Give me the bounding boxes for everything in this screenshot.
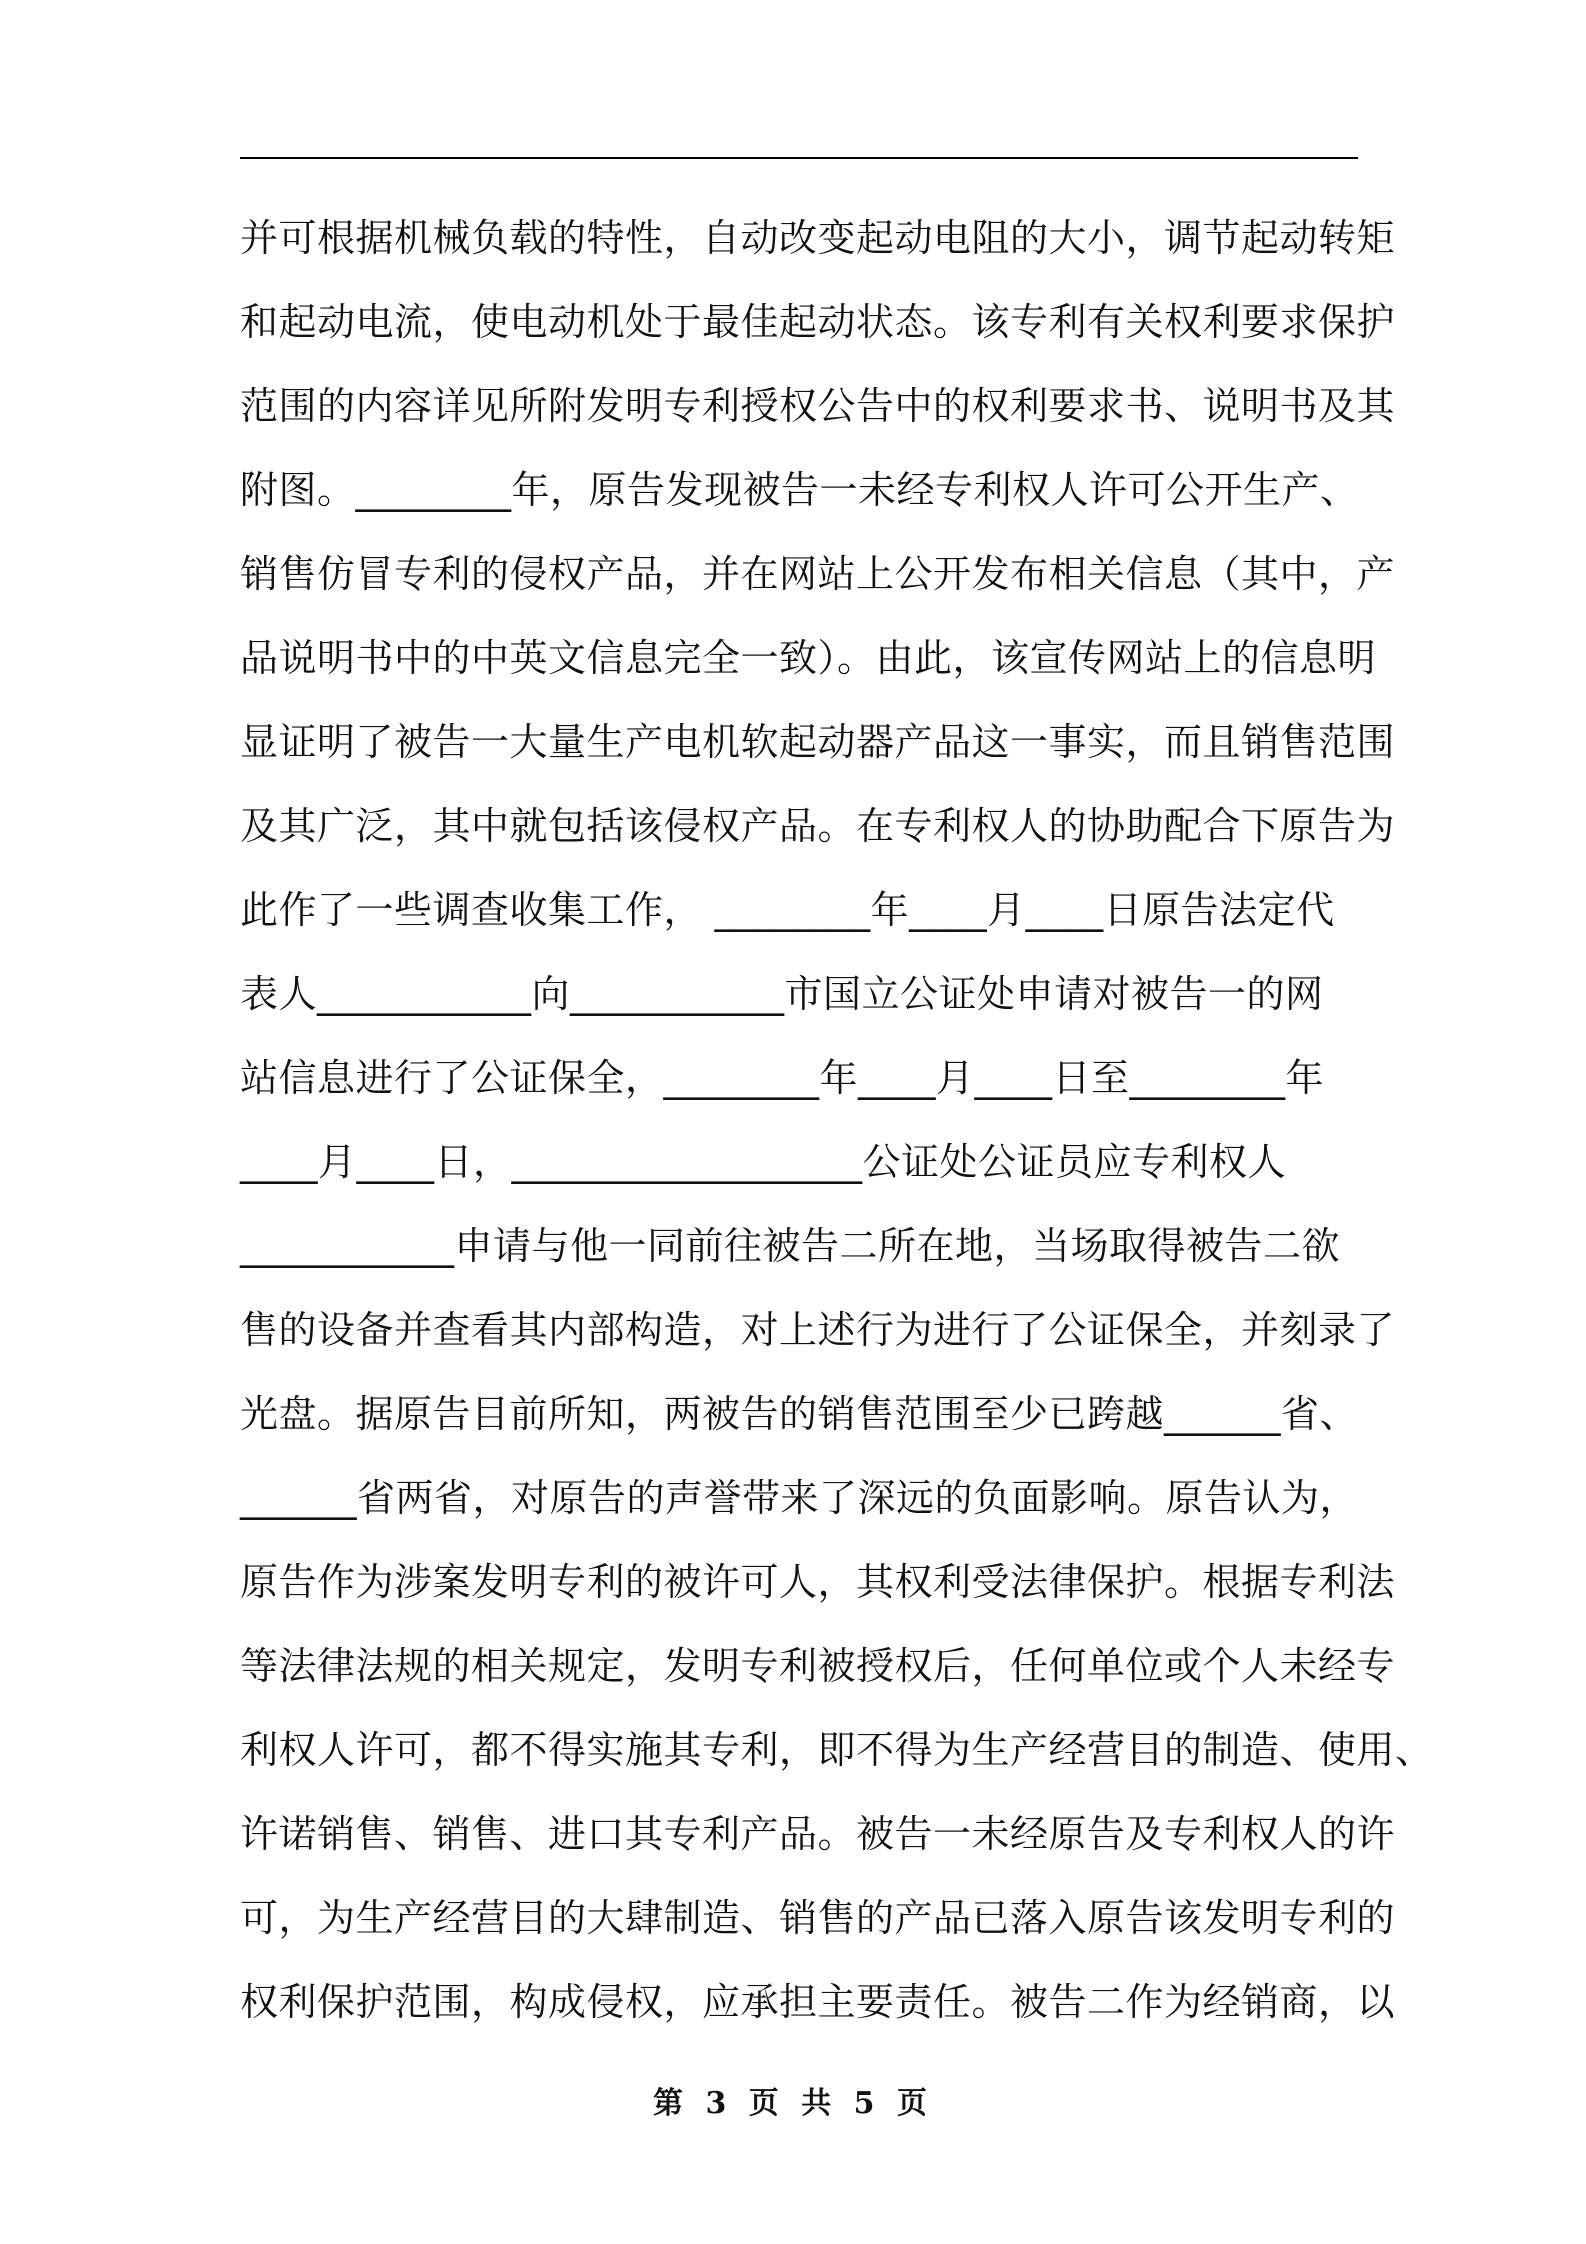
text-line: 等法律法规的相关规定，发明专利被授权后，任何单位或个人未经专 — [240, 1644, 1396, 1688]
text-line: 显证明了被告一大量生产电机软起动器产品这一事实，而且销售范围 — [240, 720, 1396, 764]
text-line: 光盘。据原告目前所知，两被告的销售范围至少已跨越______省、 — [240, 1392, 1359, 1436]
text-line: 权利保护范围，构成侵权，应承担主要责任。被告二作为经销商，以 — [240, 1980, 1396, 2024]
text-line: 并可根据机械负载的特性，自动改变起动电阻的大小，调节起动转矩 — [240, 216, 1396, 260]
text-line: 附图。________年，原告发现被告一未经专利权人许可公开生产、 — [240, 468, 1359, 512]
page-number-footer: 第 3 页 共 5 页 — [653, 2086, 933, 2121]
text-line: 及其广泛，其中就包括该侵权产品。在专利权人的协助配合下原告为 — [240, 804, 1396, 848]
header-rule — [240, 157, 1358, 159]
text-line: 和起动电流，使电动机处于最佳起动状态。该专利有关权利要求保护 — [240, 300, 1396, 344]
text-line: 原告作为涉案发明专利的被许可人，其权利受法律保护。根据专利法 — [240, 1560, 1396, 1604]
text-line: ______省两省，对原告的声誉带来了深远的负面影响。原告认为， — [240, 1476, 1359, 1520]
text-line: 范围的内容详见所附发明专利授权公告中的权利要求书、说明书及其 — [240, 384, 1396, 428]
text-line: 利权人许可，都不得实施其专利，即不得为生产经营目的制造、使用、 — [240, 1728, 1434, 1772]
text-line: 售的设备并查看其内部构造，对上述行为进行了公证保全，并刻录了 — [240, 1308, 1396, 1352]
text-line: 此作了一些调查收集工作， ________年____月____日原告法定代 — [240, 888, 1335, 932]
text-line: 表人___________向___________市国立公证处申请对被告一的网 — [240, 972, 1324, 1016]
text-line: 站信息进行了公证保全，________年____月____日至________年 — [240, 1056, 1325, 1100]
text-line: 许诺销售、销售、进口其专利产品。被告一未经原告及专利权人的许 — [240, 1812, 1396, 1856]
text-line: 品说明书中的中英文信息完全一致）。由此，该宣传网站上的信息明 — [240, 636, 1377, 680]
text-line: 可，为生产经营目的大肆制造、销售的产品已落入原告该发明专利的 — [240, 1896, 1396, 1940]
text-line: ____月____日，__________________公证处公证员应专利权人 — [240, 1140, 1287, 1184]
text-line: 销售仿冒专利的侵权产品，并在网站上公开发布相关信息（其中，产 — [240, 552, 1396, 596]
text-line: ___________申请与他一同前往被告二所在地，当场取得被告二欲 — [240, 1224, 1341, 1268]
document-body — [240, 196, 1434, 2044]
